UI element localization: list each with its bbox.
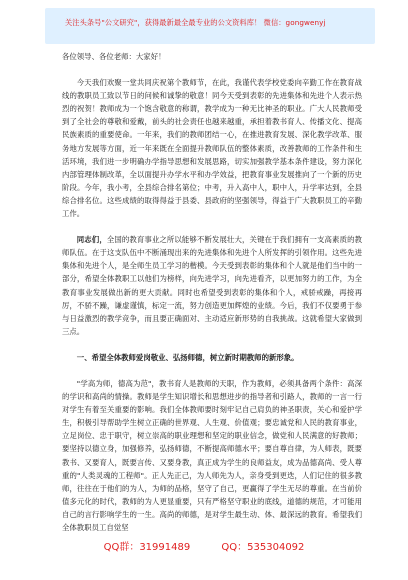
promo-banner (45, 8, 375, 44)
paragraph-gap (62, 338, 362, 351)
paragraph-ethics: "学高为师，德高为范"，教书育人是教师的天职，作为教师，必须具备两个条件：高深的学识和高尚的情操。教师是学生知识增长和思想进步的指导者和引路人，教师的一言一行对学生有着至关重要的影响。我们全体教师要时刻牢记自己肩负的神圣职责，关心和爱护学生，积极引导帮助学生树立正确的世界观、人生观、价值观；要忠诚党和人民的教育事业，立足岗位、忠于职守，树立崇高的职业理想和坚定的职业信念，做党和人民满意的好教师；要坚持以德立身，加强修养，弘扬师德，不断提高师德水平；要自尊自律，为人师表，既要教书、又要育人，既要言传、又要身教，真正成为学生的良师益友，成为品德高尚、受人尊重的"人类灵魂的工程师"。正人先正己，为人师先为人，亲身受到更迭，人们记住的很多教师，往往在于他们的为人，为师的品格，坚守了自己，更赢得了学生无尽的尊重。在当前价值多元化的时代，教师的为人更显重要，只有严格坚守职业的底线，道德的规范，才可能用自己的言行影响学生的一生。高尚的师德，是对学生最生动、体、最深远的教育。希望我们全体教职员工自觉坚 (62, 378, 362, 532)
promo-banner-text: 关注头条号"公文研究"，获得最新最全最专业的公文资料库！ 微信：gongwenyj (65, 18, 326, 27)
qq-number: QQ：535304092 (221, 542, 305, 553)
section-heading-1: 一、希望全体教师爱岗敬业、弘扬师德，树立新时期教师的新形象。 (76, 352, 299, 362)
salutation: 各位领导、各位老师：大家好！ (62, 52, 166, 61)
paragraph-comrades (62, 233, 362, 338)
paragraph-gap (62, 220, 362, 233)
paragraph-gap (62, 364, 362, 377)
paragraph-opening: 今天我们欢聚一堂共同庆祝第个教师节，在此，我谨代表学校党委向辛勤工作在教育战线的教职员工致以节日的问候和诚挚的敬意！同今天受到表彰的先进集体和先进个人表示热烈的祝贺！教师成为一个饱含敬意的称谓，教学成为一种无比神圣的职业。广大人民教师受到了全社会的尊敬和爱戴，前头的社会责任也越来越重，承担着教书育人、传播文化、提高民族素质的重要使命。一年来，我们的教师团结一心，在推进教育发展、深化教学改革、服务地方发展等方面，近一年来既在全面提升教师队伍的整体素质，改善教师的工作条件和生活环境，我们进一步明确办学指导思想和发展思路，切实加强教学基本条件建设，努力深化内部管理体制改革，全以面提升办学水平和办学效益，把教育事业发展推向了一个新的历史阶段。今年，我小考，全县综合排名第位；中考，升入高中人，职中人，升学率达到，全县综合排名位。这些成绩的取得得益于县委、县政府的坚强领导，得益于广大教职员工的辛勤工作。 (62, 78, 362, 219)
paragraph-gap (62, 63, 362, 76)
speech-document (62, 50, 362, 534)
qq-group-number: QQ群：31991489 (103, 542, 191, 553)
paragraph-lead: 同志们， (76, 235, 107, 245)
paragraph-comrades-body: 全国的教育事业之所以能够不断发展壮大，关键在于我们拥有一支高素质的教师队伍。在于这支队伍中不断涌现出来的先进集体和先进个人所发挥的引领作用。这些先进集体和先进个人，是全师生员工学习的楷模。今天受到表彰的集体和个人就是他们当中的一部分，希望全体教职工以他们为榜样，向先进学习，向先进看齐，以更加努力的工作，为全教育事业发展做出新的更大贡献。同时也希望受到表彰的集体和个人，戒骄戒躁，再接再厉，不骄不躁，谦虚谨慎，标定一流，努力创造更加辉煌的业绩。今后，我们不仅要勇于参与日益激烈的教学竞争，而且要正确面对、主动适应新形势的自我挑战。这就希望大家做到三点。 (62, 235, 362, 336)
contact-footer (0, 538, 408, 558)
